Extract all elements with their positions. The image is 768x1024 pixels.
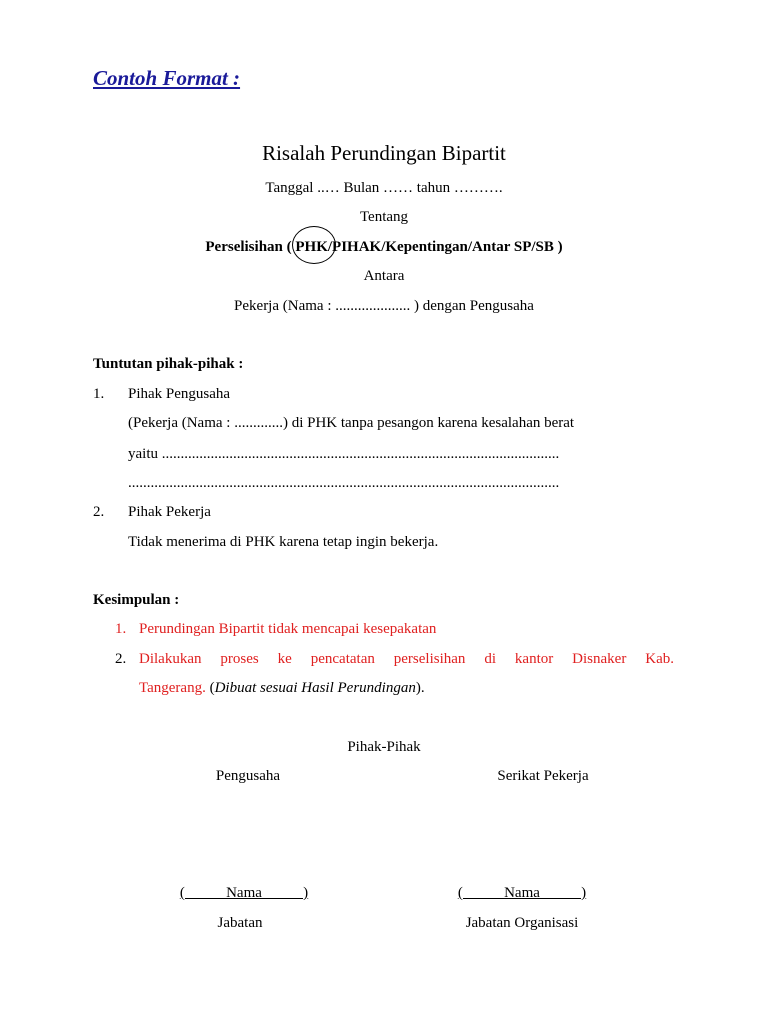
kesimpulan-item: Perundingan Bipartit tidak mencapai kesepakatan <box>139 621 437 637</box>
right-position: Jabatan Organisasi <box>465 915 579 931</box>
tangerang-text: Tangerang. <box>139 680 206 696</box>
document-title: Risalah Perundingan Bipartit <box>262 141 506 165</box>
serikat-pekerja-label: Serikat Pekerja <box>497 768 589 784</box>
kesimpulan-heading: Kesimpulan : <box>93 592 180 608</box>
list-item-number: 2. <box>93 504 105 520</box>
pengusaha-demand-line: ................................................................................................................... <box>128 475 560 491</box>
selection-circle-mark <box>292 226 336 264</box>
right-signature-name: ( Nama ) <box>457 885 587 901</box>
paren-close: ). <box>415 680 425 696</box>
list-item-number: 1. <box>93 386 105 402</box>
kesimpulan-number: 2. <box>115 651 127 667</box>
note-italic: Dibuat sesuai Hasil Perundingan <box>214 680 416 696</box>
pihak-pengusaha-title: Pihak Pengusaha <box>128 386 231 402</box>
perselisihan-line: Perselisihan ( PHK/PIHAK/Kepentingan/Antar SP/SB ) <box>205 239 563 255</box>
tentang-line: Tentang <box>359 209 409 225</box>
kesimpulan-item: Dilakukan proses ke pencatatan perselisihan di kantor Disnaker Kab. <box>139 651 674 667</box>
pengusaha-demand-line: (Pekerja (Nama : .............) di PHK tanpa pesangon karena kesalahan berat <box>128 415 575 431</box>
left-position: Jabatan <box>217 915 263 931</box>
date-line: Tanggal ..… Bulan …… tahun ………. <box>265 180 503 196</box>
signatures-heading: Pihak-Pihak <box>347 739 421 755</box>
kesimpulan-number: 1. <box>115 621 127 637</box>
kesimpulan-item-continuation <box>139 680 425 697</box>
pengusaha-label: Pengusaha <box>215 768 281 784</box>
pihak-pekerja-title: Pihak Pekerja <box>128 504 211 520</box>
antara-line: Antara <box>363 268 405 284</box>
left-signature-name: ( Nama ) <box>179 885 309 901</box>
pengusaha-demand-line: yaitu .......................................................................................................... <box>128 446 560 462</box>
pekerja-demand-line: Tidak menerima di PHK karena tetap ingin bekerja. <box>128 534 439 550</box>
paren-open: ( <box>205 680 215 696</box>
format-header: Contoh Format : <box>93 66 241 90</box>
tuntutan-heading: Tuntutan pihak-pihak : <box>93 356 244 372</box>
parties-line: Pekerja (Nama : .................... ) dengan Pengusaha <box>234 298 534 314</box>
